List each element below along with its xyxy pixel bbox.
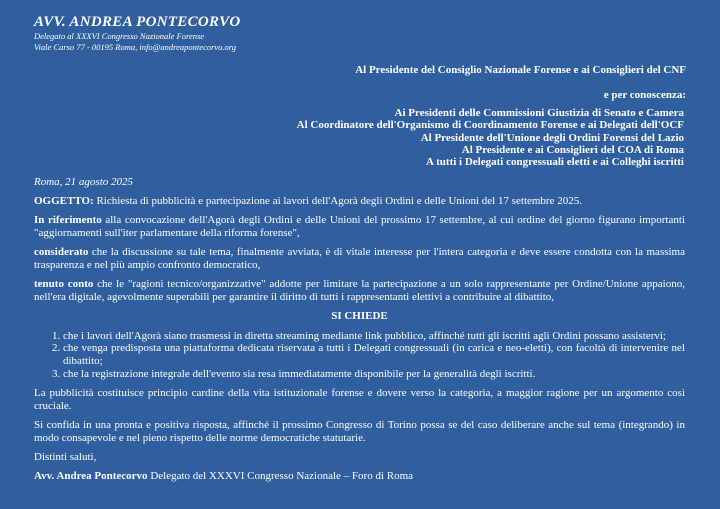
letter-body [34, 176, 685, 489]
signature-role: Delegato del XXXVI Congresso Nazionale – Foro di Roma [147, 470, 414, 483]
cc-label: e per conoscenza: [603, 89, 686, 101]
reference-text: alla convocazione dell'Agorà degli Ordini e delle Unioni del prossimo 17 settembre, al cui ordine del giorno figurano importanti "aggiornamenti sull'iter parlamentare della riforma forense", [34, 214, 685, 240]
author-role: Delegato al XXXVI Congresso Nazionale Forense [34, 31, 205, 41]
cc-recipient: Al Presidente dell'Unione degli Ordini Forensi del Lazio [420, 131, 684, 144]
cc-recipient: Al Presidente e ai Consiglieri del COA di Roma [461, 143, 684, 156]
subject-label: OGGETTO: [34, 195, 94, 208]
considered-text: che la discussione su tale tema, finalmente avviata, è di vitale interesse per l'intera categoria e deve essere condotta con la massima trasparenza e nel più ampio confronto democratico, [34, 246, 685, 272]
subject-text: Richiesta di pubblicità e partecipazione ai lavori dell'Agorà degli Ordini e delle Unioni del 17 settembre 2025. [93, 195, 582, 208]
cc-recipient: Ai Presidenti delle Commissioni Giustizia di Senato e Camera [394, 107, 684, 119]
subject-paragraph [34, 195, 685, 208]
noted-lead: tenuto conto [34, 278, 94, 291]
reference-lead: In riferimento [34, 214, 102, 227]
reference-paragraph [34, 214, 685, 240]
noted-text: che le "ragioni tecnico/organizzative" addotte per limitare la partecipazione a un solo rappresentante per Ordine/Unione appaiono, nell'era digitale, agevolmente superabili per garantire il diritto di tutti i rappresentanti elettivi a contribuire al dibattito, [34, 278, 685, 304]
list-item: 3. che la registrazione integrale dell'evento sia resa immediatamente disponibile per la generalità degli iscritti. [63, 368, 685, 381]
signature [34, 470, 685, 483]
letterhead [34, 13, 241, 53]
main-recipient: Al Presidente del Consiglio Nazionale Forense e ai Consiglieri del CNF [355, 64, 686, 76]
author-name: AVV. ANDREA PONTECORVO [34, 14, 241, 30]
list-item: 2. che venga predisposta una piattaforma dedicata riservata a tutti i Delegati congressuali (in carica e neo-eletti), con facoltà di intervenire nel dibattito; [63, 342, 685, 368]
closing: Distinti saluti, [34, 451, 97, 464]
considered-paragraph [34, 246, 685, 272]
letter-date: Roma, 21 agosto 2025 [34, 176, 133, 188]
author-address: Viale Carso 77 - 00195 Roma, info@andreapontecorvo.org [34, 42, 237, 52]
cc-recipient: A tutti i Delegati congressuali eletti e ai Colleghi iscritti [426, 156, 684, 169]
confidence-paragraph: Si confida in una pronta e positiva risposta, affinché il prossimo Congresso di Torino possa se del caso deliberare anche sul tema (integrando) in modo consapevole e nel pieno rispetto delle norme democratiche statutarie. [34, 419, 685, 444]
publicity-paragraph: La pubblicità costituisce principio cardine della vita istituzionale forense e dovere verso la categoria, a maggior ragione per un argomento così cruciale. [34, 387, 685, 412]
list-item: 1. che i lavori dell'Agorà siano trasmessi in diretta streaming mediante link pubblico, affinché tutti gli iscritti agli Ordini possano assistervi; [63, 330, 685, 343]
request-heading: SI CHIEDE [331, 310, 388, 323]
considered-lead: considerato [34, 246, 89, 259]
noted-paragraph [34, 278, 685, 304]
request-list [34, 330, 685, 381]
cc-recipients [297, 107, 684, 168]
signature-name: Avv. Andrea Pontecorvo [34, 470, 148, 483]
cc-recipient: Al Coordinatore dell'Organismo di Coordinamento Forense e ai Delegati dell'OCF [296, 119, 684, 132]
